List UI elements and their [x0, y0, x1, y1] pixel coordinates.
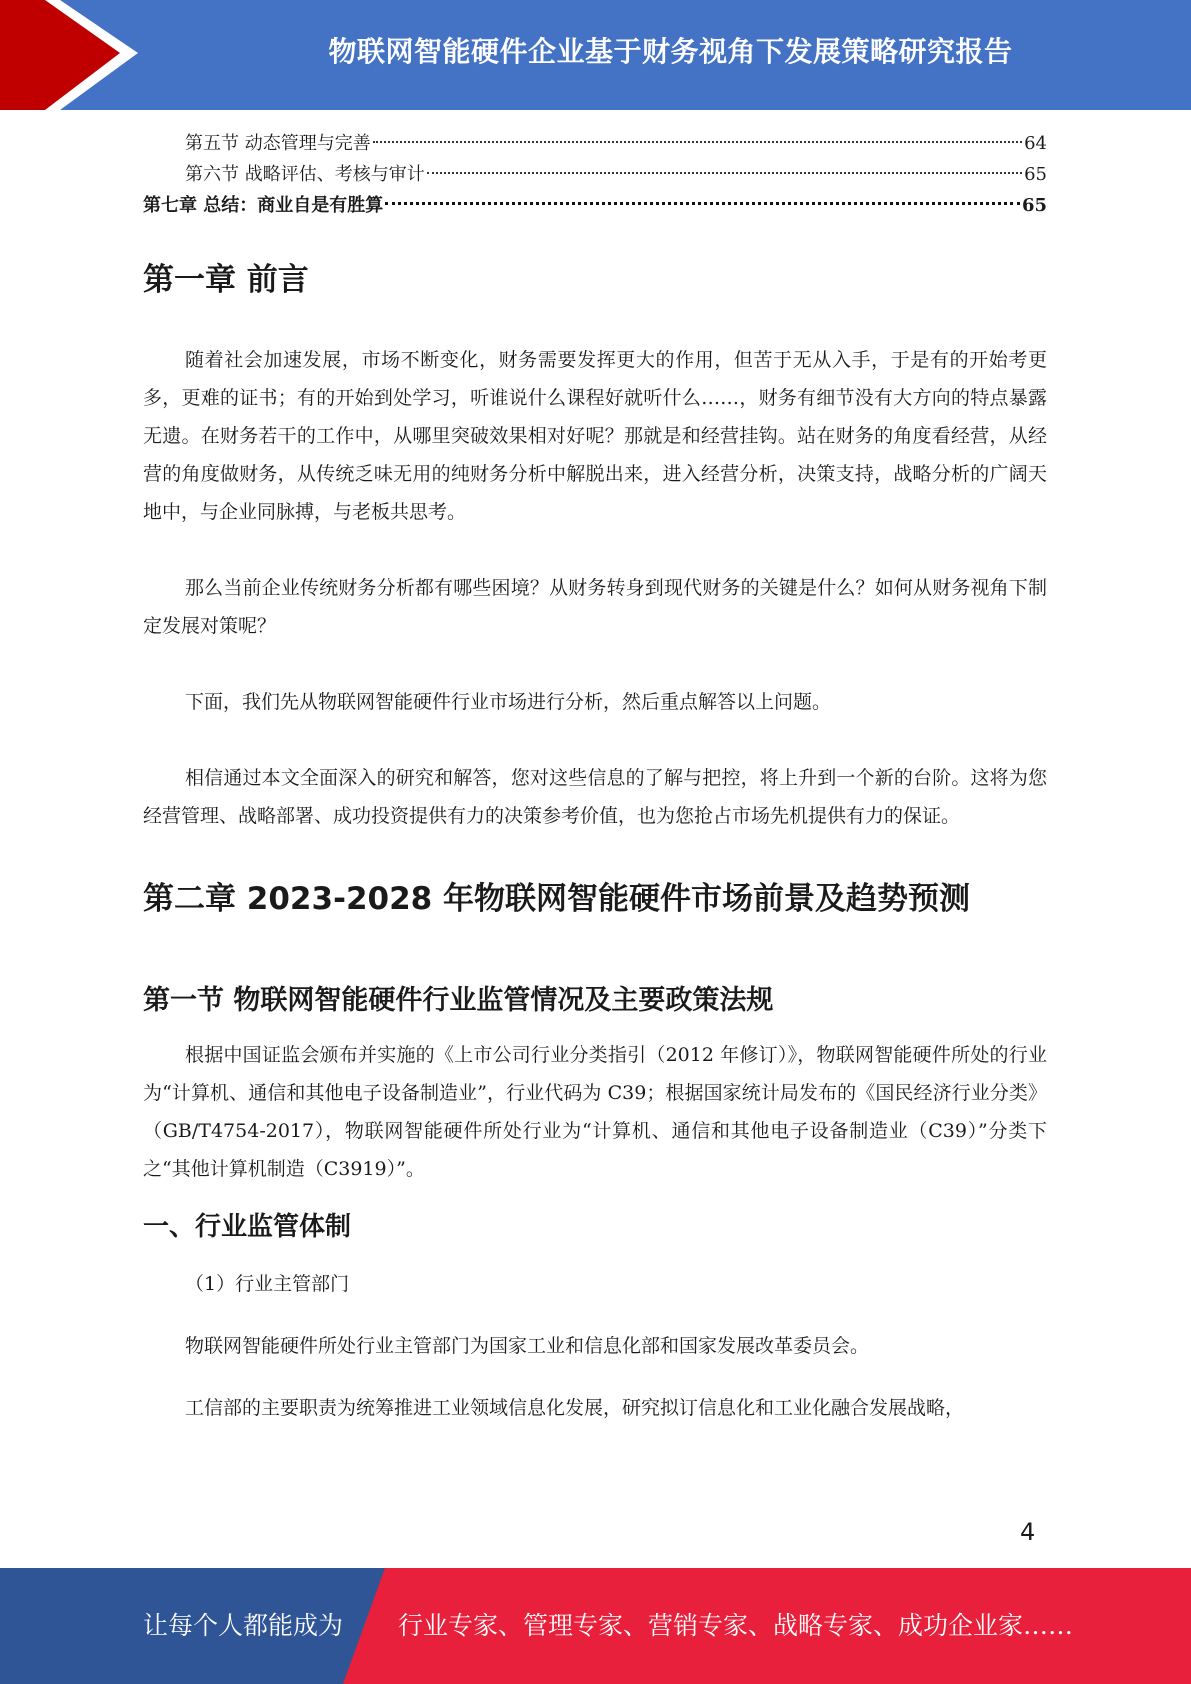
toc-entry-label: 第七章 总结：商业自是有胜算: [143, 195, 384, 216]
chapter-2-heading: 第二章 2023-2028 年物联网智能硬件市场前景及趋势预测: [143, 881, 971, 917]
report-title: 物联网智能硬件企业基于财务视角下发展策略研究报告: [328, 35, 1013, 68]
toc-leader-dots: [373, 141, 1022, 143]
red-arrow-decoration: [0, 0, 170, 110]
toc-entry-label: 第六节 战略评估、考核与审计: [185, 164, 425, 185]
footer-slogan-right: 行业专家、管理专家、营销专家、战略专家、成功企业家……: [398, 1611, 1074, 1640]
chapter-1-heading: 第一章 前言: [143, 262, 309, 298]
toc-entry-label: 第五节 动态管理与完善: [185, 133, 371, 154]
toc-leader-dots: [427, 172, 1022, 174]
page-header: [0, 0, 1191, 110]
paragraph: 那么当前企业传统财务分析都有哪些困境？从财务转身到现代财务的关键是什么？如何从财务视角下制定发展对策呢？: [143, 577, 1047, 637]
page-footer: [0, 1568, 1191, 1684]
toc-entry[interactable]: [143, 128, 1047, 159]
paragraph: 根据中国证监会颁布并实施的《上市公司行业分类指引（2012 年修订）》，物联网智能硬件所处的行业为“计算机、通信和其他电子设备制造业”，行业代码为 C39；根据国家统计局发布的《国民经济行业分类》（GB/T4754-2017），物联网智能硬件所处行业为“计算机、通信和其他电子设备制造业（C39）”分类下之“其他计算机制造（C3919）”。: [143, 1044, 1047, 1180]
toc-entry-page: 65: [1024, 164, 1047, 185]
page-number: 4: [1020, 1518, 1036, 1546]
toc-entry-page: 65: [1021, 195, 1047, 216]
footer-slogan-left: 让每个人都能成为: [143, 1611, 344, 1640]
toc-leader-dots: [385, 202, 1020, 205]
paragraph: 下面，我们先从物联网智能硬件行业市场进行分析，然后重点解答以上问题。: [185, 691, 832, 713]
toc-entry[interactable]: [143, 159, 1047, 190]
chapter-1-body: [143, 341, 1047, 835]
table-of-contents: [143, 128, 1047, 221]
list-item-label: （1）行业主管部门: [185, 1273, 350, 1295]
section-1-heading: 第一节 物联网智能硬件行业监管情况及主要政策法规: [143, 985, 774, 1016]
page-content: [143, 128, 1047, 1427]
toc-entry[interactable]: [143, 190, 1047, 221]
subsection-heading: 一、行业监管体制: [143, 1212, 352, 1242]
paragraph: 物联网智能硬件所处行业主管部门为国家工业和信息化部和国家发展改革委员会。: [185, 1335, 870, 1357]
toc-entry-page: 64: [1024, 133, 1047, 154]
paragraph: 相信通过本文全面深入的研究和解答，您对这些信息的了解与把控，将上升到一个新的台阶。这将为您经营管理、战略部署、成功投资提供有力的决策参考价值，也为您抢占市场先机提供有力的保证。: [143, 767, 1047, 827]
paragraph: 随着社会加速发展，市场不断变化，财务需要发挥更大的作用，但苦于无从入手，于是有的开始考更多，更难的证书；有的开始到处学习，听谁说什么课程好就听什么……，财务有细节没有大方向的特点暴露无遗。在财务若干的工作中，从哪里突破效果相对好呢？那就是和经营挂钩。站在财务的角度看经营，从经营的角度做财务，从传统乏味无用的纯财务分析中解脱出来，进入经营分析，决策支持，战略分析的广阔天地中，与企业同脉搏，与老板共思考。: [143, 349, 1047, 523]
paragraph: 工信部的主要职责为统筹推进工业领域信息化发展，研究拟订信息化和工业化融合发展战略，: [185, 1397, 965, 1419]
